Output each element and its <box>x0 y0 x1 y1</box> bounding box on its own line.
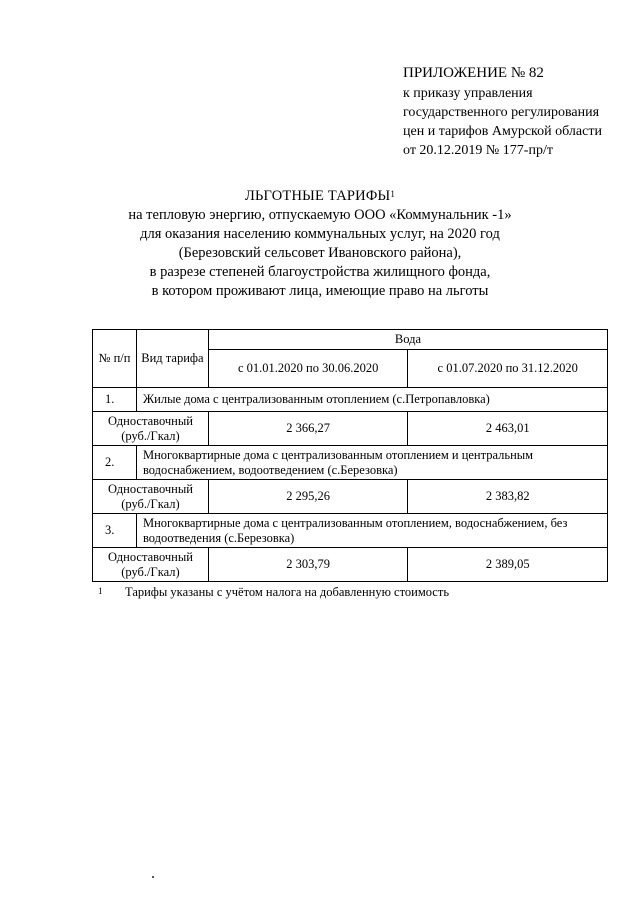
section-number: 3. <box>93 514 137 548</box>
tariff-value-period-2: 2 389,05 <box>408 548 608 582</box>
section-row <box>93 514 608 548</box>
header-num: № п/п <box>93 330 137 388</box>
tariff-table <box>92 329 608 582</box>
title-main <box>60 187 580 206</box>
document-title <box>60 187 580 301</box>
section-number: 2. <box>93 446 137 480</box>
title-line: в котором проживают лица, имеющие право на льготы <box>151 283 489 299</box>
header-period-2: с 01.07.2020 по 31.12.2020 <box>408 350 608 388</box>
tariff-row <box>93 412 608 446</box>
header-water-group: Вода <box>208 330 607 350</box>
tariff-value-period-1: 2 366,27 <box>208 412 408 446</box>
section-number: 1. <box>93 388 137 412</box>
title-footnote-mark: 1 <box>390 189 396 199</box>
tariff-type: Одноставочный (руб./Гкал) <box>93 412 209 446</box>
tariff-value-period-2: 2 463,01 <box>408 412 608 446</box>
section-row <box>93 446 608 480</box>
appendix-line: цен и тарифов Амурской области <box>403 124 602 139</box>
footnote-text: Тарифы указаны с учётом налога на добавленную стоимость <box>125 585 450 599</box>
tariff-row <box>93 480 608 514</box>
appendix-heading: ПРИЛОЖЕНИЕ № 82 <box>403 65 544 81</box>
tariff-row <box>93 548 608 582</box>
tariff-value-period-2: 2 383,82 <box>408 480 608 514</box>
tariff-value-period-1: 2 295,26 <box>208 480 408 514</box>
section-description: Жилые дома с централизованным отоплением (с.Петропавловка) <box>136 388 607 412</box>
title-line: (Березовский сельсовет Ивановского района), <box>178 245 462 261</box>
header-tariff-type: Вид тарифа <box>136 330 208 388</box>
appendix-block <box>403 64 602 160</box>
section-description: Многоквартирные дома с централизованным отоплением, водоснабжением, без водоотведения (с.Березовка) <box>136 514 607 548</box>
appendix-line: от 20.12.2019 № 177-пр/т <box>403 143 553 158</box>
tariff-value-period-1: 2 303,79 <box>208 548 408 582</box>
section-description: Многоквартирные дома с централизованным отоплением и центральным водоснабжением, водоотведением (с.Березовка) <box>136 446 607 480</box>
title-main-text: ЛЬГОТНЫЕ ТАРИФЫ <box>244 188 391 204</box>
title-line: для оказания населению коммунальных услуг, на 2020 год <box>140 226 500 242</box>
tariff-type: Одноставочный (руб./Гкал) <box>93 548 209 582</box>
appendix-line: государственного регулирования <box>403 105 600 120</box>
section-row <box>93 388 608 412</box>
appendix-line: к приказу управления <box>403 86 533 101</box>
header-period-1: с 01.01.2020 по 30.06.2020 <box>208 350 408 388</box>
scan-speck <box>152 876 154 878</box>
title-line: в разрезе степеней благоустройства жилищного фонда, <box>149 264 491 280</box>
title-line: на тепловую энергию, отпускаемую ООО «Коммунальник -1» <box>128 207 512 223</box>
tariff-type: Одноставочный (руб./Гкал) <box>93 480 209 514</box>
footnote-mark: 1 <box>98 586 103 596</box>
